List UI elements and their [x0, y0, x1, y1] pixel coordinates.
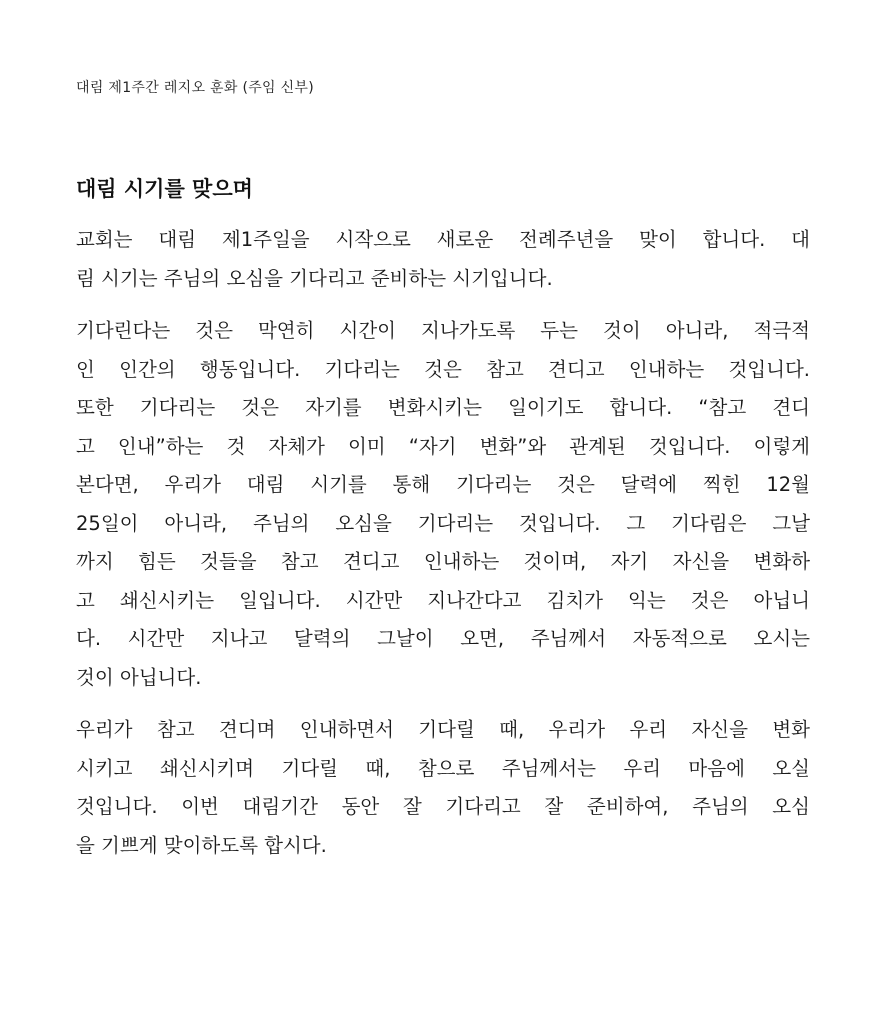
paragraph: [76, 711, 810, 865]
text-line: 고 인내”하는 것 자체가 이미 “자기 변화”와 관계된 것입니다. 이렇게: [76, 434, 810, 458]
text-line: 기다린다는 것은 막연히 시간이 지나가도록 두는 것이 아니라, 적극적: [76, 319, 810, 342]
document-header: 대림 제1주간 레지오 훈화 (주임 신부): [76, 80, 315, 96]
text-line: 것이 아닙니다.: [76, 665, 202, 689]
text-line: 림 시기는 주님의 오심을 기다리고 준비하는 시기입니다.: [76, 266, 553, 290]
paragraph: [76, 221, 810, 298]
paragraph: [76, 312, 810, 697]
text-line: 또한 기다리는 것은 자기를 변화시키는 일이기도 합니다. “참고 견디: [76, 396, 810, 419]
text-line: 우리가 참고 견디며 인내하면서 기다릴 때, 우리가 우리 자신을 변화: [76, 718, 810, 741]
text-line: 인 인간의 행동입니다. 기다리는 것은 참고 견디고 인내하는 것입니다.: [76, 357, 810, 381]
text-line: 교회는 대림 제1주일을 시작으로 새로운 전례주년을 맞이 합니다. 대: [76, 228, 810, 251]
text-line: 을 기쁘게 맞이하도록 합시다.: [76, 833, 327, 857]
text-line: 25일이 아니라, 주님의 오심을 기다리는 것입니다. 그 기다림은 그날: [76, 511, 810, 535]
text-line: 까지 힘든 것들을 참고 견디고 인내하는 것이며, 자기 자신을 변화하: [76, 550, 810, 573]
text-line: 것입니다. 이번 대림기간 동안 잘 기다리고 잘 준비하여, 주님의 오심: [76, 795, 810, 818]
text-line: 시키고 쇄신시키며 기다릴 때, 참으로 주님께서는 우리 마음에 오실: [76, 756, 810, 780]
document-title: 대림 시기를 맞으며: [76, 177, 253, 201]
document-body: [76, 221, 810, 879]
text-line: 본다면, 우리가 대림 시기를 통해 기다리는 것은 달력에 찍힌 12월: [76, 473, 810, 496]
text-line: 고 쇄신시키는 일입니다. 시간만 지나간다고 김치가 익는 것은 아닙니: [76, 588, 810, 612]
text-line: 다. 시간만 지나고 달력의 그날이 오면, 주님께서 자동적으로 오시는: [76, 627, 810, 650]
